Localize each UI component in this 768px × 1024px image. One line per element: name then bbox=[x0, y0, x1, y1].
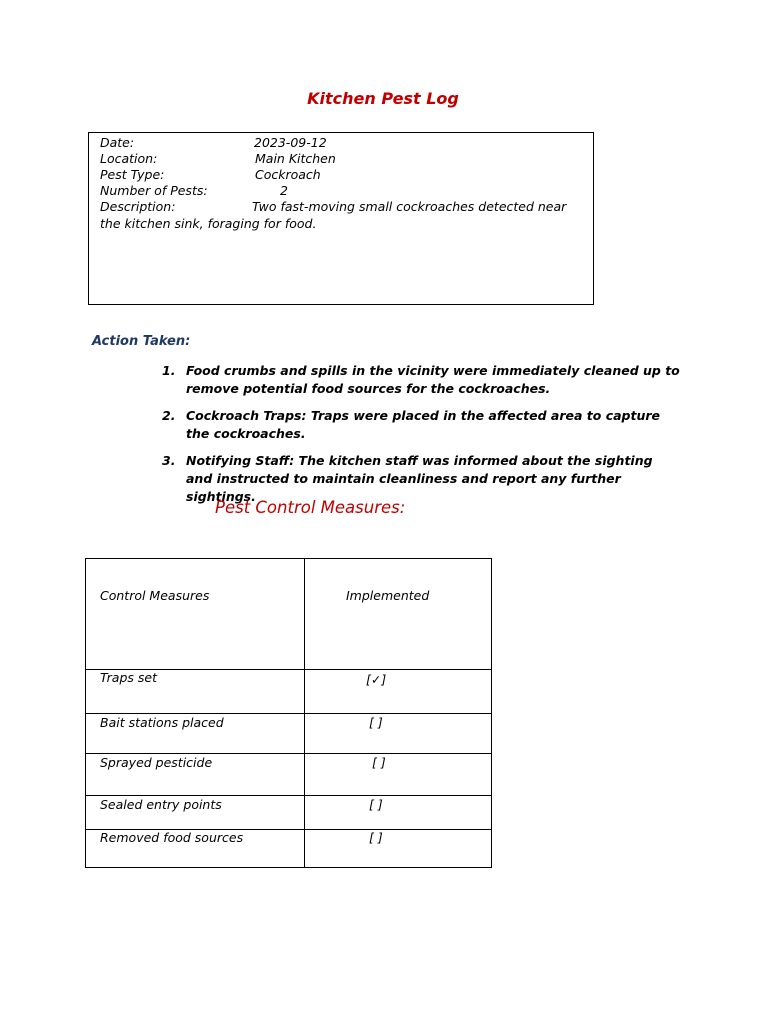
pest-type-value: Cockroach bbox=[255, 167, 321, 182]
measure-cell bbox=[86, 754, 305, 796]
action-text: Cockroach Traps: Traps were placed in the affected area to capture the cockroaches. bbox=[186, 408, 660, 441]
measure-cell bbox=[86, 714, 305, 754]
status-checkbox[interactable]: [ ] bbox=[369, 830, 383, 845]
status-cell bbox=[305, 670, 492, 714]
status-cell bbox=[305, 796, 492, 830]
status-cell bbox=[305, 830, 492, 868]
table-row bbox=[86, 830, 492, 868]
table-row bbox=[86, 796, 492, 830]
date-label: Date: bbox=[100, 135, 135, 150]
measure-label: Sprayed pesticide bbox=[100, 755, 213, 770]
action-text: Notifying Staff: The kitchen staff was informed about the sighting and instructed to maintain cleanliness and report any further sightings. bbox=[186, 453, 653, 504]
pest-control-heading: Pest Control Measures: bbox=[215, 498, 406, 517]
status-checkbox[interactable]: [ ] bbox=[372, 755, 386, 770]
document-title: Kitchen Pest Log bbox=[307, 89, 459, 108]
status-checkbox[interactable]: [✓] bbox=[366, 672, 387, 687]
date-row bbox=[100, 135, 134, 151]
header-label: Implemented bbox=[346, 588, 430, 603]
measure-cell bbox=[86, 830, 305, 868]
action-number: 2. bbox=[162, 408, 176, 423]
action-item bbox=[150, 407, 680, 443]
location-row bbox=[100, 151, 157, 167]
action-list bbox=[150, 362, 680, 515]
count-value: 2 bbox=[280, 183, 288, 198]
log-entry-box bbox=[88, 132, 594, 305]
measure-cell bbox=[86, 670, 305, 714]
pest-control-table bbox=[85, 558, 492, 868]
action-number: 1. bbox=[162, 363, 176, 378]
header-cell-measures bbox=[86, 559, 305, 670]
action-item bbox=[150, 362, 680, 398]
count-row bbox=[100, 183, 208, 199]
header-label: Control Measures bbox=[100, 588, 210, 603]
pest-type-row bbox=[100, 167, 164, 183]
measure-label: Sealed entry points bbox=[100, 797, 222, 812]
status-cell bbox=[305, 754, 492, 796]
status-cell bbox=[305, 714, 492, 754]
pest-type-label: Pest Type: bbox=[100, 167, 165, 182]
measure-label: Removed food sources bbox=[100, 830, 244, 845]
location-value: Main Kitchen bbox=[255, 151, 336, 166]
description-block bbox=[100, 198, 580, 232]
action-taken-heading: Action Taken: bbox=[92, 334, 191, 349]
status-checkbox[interactable]: [ ] bbox=[369, 715, 383, 730]
table-row bbox=[86, 670, 492, 714]
table-row bbox=[86, 754, 492, 796]
status-checkbox[interactable]: [ ] bbox=[369, 797, 383, 812]
table-row bbox=[86, 714, 492, 754]
description-value: Two fast-moving small cockroaches detected near the kitchen sink, foraging for food. bbox=[100, 199, 567, 231]
date-value: 2023-09-12 bbox=[254, 135, 327, 150]
location-label: Location: bbox=[100, 151, 158, 166]
description-label: Description: bbox=[100, 199, 176, 214]
table-header-row bbox=[86, 559, 492, 670]
measure-label: Bait stations placed bbox=[100, 715, 224, 730]
action-number: 3. bbox=[162, 453, 176, 468]
header-cell-implemented bbox=[305, 559, 492, 670]
count-label: Number of Pests: bbox=[100, 183, 208, 198]
measure-cell bbox=[86, 796, 305, 830]
action-text: Food crumbs and spills in the vicinity were immediately cleaned up to remove potential food sources for the cockroaches. bbox=[186, 363, 680, 396]
measure-label: Traps set bbox=[100, 670, 157, 685]
